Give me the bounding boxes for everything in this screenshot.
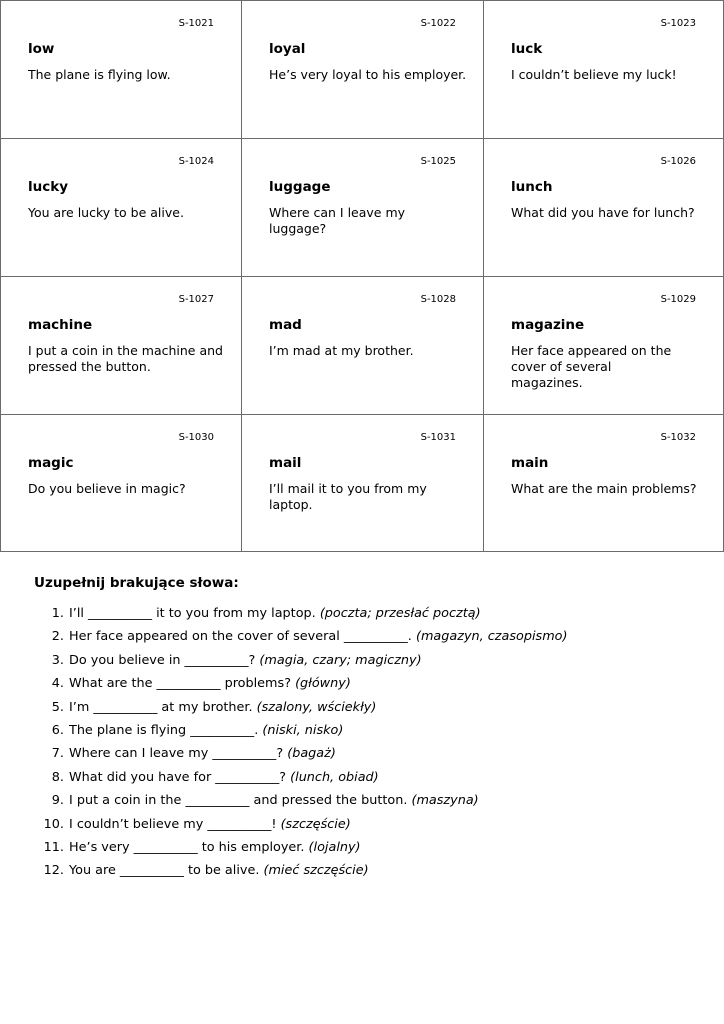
item-text: The plane is flying __________. xyxy=(69,722,259,738)
item-number: 10. xyxy=(43,816,64,832)
item-text: I put a coin in the __________ and pressed the button. xyxy=(69,793,408,809)
card-sentence: What did you have for lunch? xyxy=(511,205,695,220)
flashcard xyxy=(241,0,484,139)
card-word: low xyxy=(28,41,55,57)
card-sentence: I’m mad at my brother. xyxy=(269,343,414,358)
card-code: S-1021 xyxy=(178,18,214,29)
item-number: 9. xyxy=(51,793,64,809)
card-code: S-1027 xyxy=(178,294,214,305)
item-number: 12. xyxy=(43,863,64,879)
item-hint: (główny) xyxy=(295,676,351,692)
item-hint: (szczęście) xyxy=(280,816,351,832)
flashcard xyxy=(0,276,242,415)
card-code: S-1031 xyxy=(420,432,456,443)
card-code: S-1028 xyxy=(420,294,456,305)
item-text: Where can I leave my __________? xyxy=(69,746,284,762)
card-word: mad xyxy=(269,317,302,333)
card-word: luggage xyxy=(269,179,331,195)
flashcard xyxy=(0,0,242,139)
card-sentence: Do you believe in magic? xyxy=(28,481,186,496)
card-code: S-1029 xyxy=(660,294,696,305)
card-code: S-1023 xyxy=(660,18,696,29)
item-hint: (bagaż) xyxy=(287,746,336,762)
item-hint: (niski, nisko) xyxy=(262,722,344,738)
flashcard xyxy=(483,0,724,139)
item-hint: (mieć szczęście) xyxy=(263,863,369,879)
item-number: 8. xyxy=(51,769,64,785)
flashcard xyxy=(483,276,724,415)
card-sentence: I’ll mail it to you from my laptop. xyxy=(269,481,427,512)
flashcard xyxy=(241,138,484,277)
card-sentence: Where can I leave my luggage? xyxy=(269,205,406,236)
item-hint: (maszyna) xyxy=(411,793,479,809)
card-word: magazine xyxy=(511,317,585,333)
item-number: 3. xyxy=(51,652,64,668)
card-sentence: The plane is flying low. xyxy=(28,67,171,82)
item-hint: (lunch, obiad) xyxy=(290,769,379,785)
flashcard xyxy=(0,138,242,277)
card-word: lucky xyxy=(28,179,69,195)
item-number: 6. xyxy=(51,722,64,738)
flashcard xyxy=(483,414,724,552)
item-text: Her face appeared on the cover of several __________. xyxy=(69,629,412,645)
card-sentence: You are lucky to be alive. xyxy=(28,205,184,220)
item-hint: (lojalny) xyxy=(308,839,361,855)
exercise-title: Uzupełnij brakujące słowa: xyxy=(34,575,239,591)
card-word: machine xyxy=(28,317,93,333)
card-code: S-1032 xyxy=(660,432,696,443)
item-hint: (szalony, wściekły) xyxy=(256,699,377,715)
card-word: lunch xyxy=(511,179,553,195)
flashcard xyxy=(483,138,724,277)
item-number: 5. xyxy=(51,699,64,715)
card-code: S-1022 xyxy=(420,18,456,29)
item-text: You are __________ to be alive. xyxy=(69,863,260,879)
card-sentence: I put a coin in the machine and pressed the button. xyxy=(28,343,223,374)
item-text: I couldn’t believe my __________! xyxy=(69,816,277,832)
item-hint: (magia, czary; magiczny) xyxy=(259,652,422,668)
card-code: S-1026 xyxy=(660,156,696,167)
card-word: magic xyxy=(28,455,74,471)
card-sentence: Her face appeared on the cover of several magazines. xyxy=(511,343,672,390)
card-word: loyal xyxy=(269,41,306,57)
item-number: 4. xyxy=(51,676,64,692)
card-sentence: What are the main problems? xyxy=(511,481,697,496)
item-hint: (magazyn, czasopismo) xyxy=(415,629,568,645)
card-code: S-1030 xyxy=(178,432,214,443)
item-number: 11. xyxy=(43,839,64,855)
item-text: I’ll __________ it to you from my laptop. xyxy=(69,606,316,621)
item-number: 1. xyxy=(51,606,64,621)
flashcard xyxy=(0,414,242,552)
card-word: luck xyxy=(511,41,543,57)
card-word: mail xyxy=(269,455,302,471)
card-sentence: I couldn’t believe my luck! xyxy=(511,67,677,82)
item-number: 7. xyxy=(51,746,64,762)
item-text: Do you believe in __________? xyxy=(69,652,256,668)
item-text: What are the __________ problems? xyxy=(69,676,291,692)
card-word: main xyxy=(511,455,549,471)
flashcard xyxy=(241,414,484,552)
card-code: S-1024 xyxy=(178,156,214,167)
item-hint: (poczta; przesłać pocztą) xyxy=(319,606,481,621)
item-text: What did you have for __________? xyxy=(69,769,287,785)
card-code: S-1025 xyxy=(420,156,456,167)
item-text: I’m __________ at my brother. xyxy=(69,699,253,715)
flashcard xyxy=(241,276,484,415)
card-sentence: He’s very loyal to his employer. xyxy=(269,67,467,82)
item-number: 2. xyxy=(51,629,64,645)
item-text: He’s very __________ to his employer. xyxy=(69,839,305,855)
